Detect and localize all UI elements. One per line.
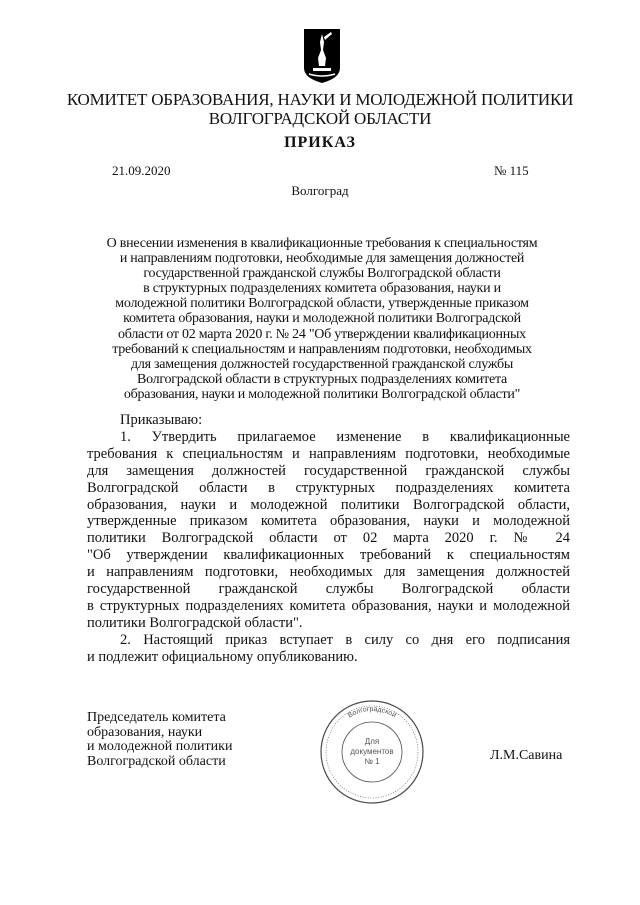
organization-name: [60, 90, 580, 128]
document-date: 21.09.2020: [112, 163, 171, 178]
subject-line: государственной гражданской службы Волгоградской области: [143, 266, 501, 282]
seal-ring-text: Волгоградской: [346, 705, 398, 720]
position-line: и молодежной политики: [87, 739, 233, 754]
subject-line: образования, науки и молодежной политики Волгоградской области": [123, 386, 521, 402]
subject-line: требований к специальностям и направлениям подготовки, необходимых: [112, 341, 532, 357]
paragraph-1-line: "Об утверждении квалификационных требований к специальностям: [87, 547, 570, 564]
position-line: Председатель комитета: [87, 710, 226, 725]
seal-center-line-2: документов: [350, 747, 394, 756]
document-city: Волгоград: [291, 183, 349, 198]
position-line: образования, науки: [87, 724, 203, 740]
subject-line: комитета образования, науки и молодежной политики Волгоградской: [123, 311, 521, 327]
paragraph-1-line: политики Волгоградской области".: [87, 614, 303, 631]
paragraph-1-line: требования к специальностям и направлениям подготовки, необходимые: [87, 445, 570, 462]
signatory-position: [87, 711, 232, 769]
paragraph-1-line: и направлениям подготовки, необходимых для замещения должностей: [87, 564, 570, 581]
paragraph-1-line: для замещения должностей государственной гражданской службы: [87, 462, 570, 479]
paragraph-1-line: Волгоградской области в структурных подразделениях комитета: [87, 479, 570, 496]
subject-line: для замещения должностей государственной гражданской службы: [130, 356, 514, 372]
subject-line: в структурных подразделениях комитета образования, науки и: [143, 281, 501, 297]
paragraph-1-line: 1. Утвердить прилагаемое изменение в квалификационные: [120, 428, 570, 445]
position-line: Волгоградской области: [87, 753, 226, 769]
document-subject: [72, 236, 572, 402]
document-type: ПРИКАЗ: [284, 134, 356, 151]
seal-center-line-1: Для: [364, 737, 380, 746]
svg-text:Волгоградской: [347, 706, 398, 720]
subject-line: молодежной политики Волгоградской области, утвержденные приказом: [115, 296, 529, 312]
seal-center-line-3: № 1: [364, 757, 380, 766]
paragraph-2-line: 2. Настоящий приказ вступает в силу со дня его подписания: [120, 631, 570, 648]
subject-line: области от 02 марта 2020 г. № 24 "Об утверждении квалификационных: [118, 326, 526, 342]
paragraph-1-line: политики Волгоградской области от 02 марта 2020 г. № 24: [87, 530, 570, 547]
body-intro: Приказываю:: [120, 412, 203, 428]
official-seal-stamp: [317, 697, 427, 807]
paragraph-1-line: государственной гражданской службы Волгоградской области: [87, 581, 570, 598]
signatory-name: Л.М.Савина: [490, 748, 563, 763]
org-line-1: КОМИТЕТ ОБРАЗОВАНИЯ, НАУКИ И МОЛОДЕЖНОЙ ПОЛИТИКИ: [66, 90, 574, 109]
paragraph-1-line: утвержденные приказом комитета образования, науки и молодежной: [87, 513, 570, 530]
paragraph-1-line: в структурных подразделениях комитета образования, науки и молодежной: [87, 597, 570, 614]
subject-line: и направлениям подготовки, необходимые для замещения должностей: [119, 251, 525, 267]
paragraph-1-line: образования, науки и молодежной политики Волгоградской области,: [87, 496, 570, 513]
document-number: № 115: [494, 163, 529, 178]
coat-of-arms-icon: [303, 28, 341, 84]
subject-line: Волгоградской области в структурных подразделениях комитета: [136, 371, 507, 387]
org-line-2: ВОЛГОГРАДСКОЙ ОБЛАСТИ: [208, 109, 432, 128]
document-body: [87, 412, 570, 666]
subject-line: О внесении изменения в квалификационные требования к специальностям: [106, 236, 538, 251]
paragraph-2-line: и подлежит официальному опубликованию.: [87, 648, 358, 665]
